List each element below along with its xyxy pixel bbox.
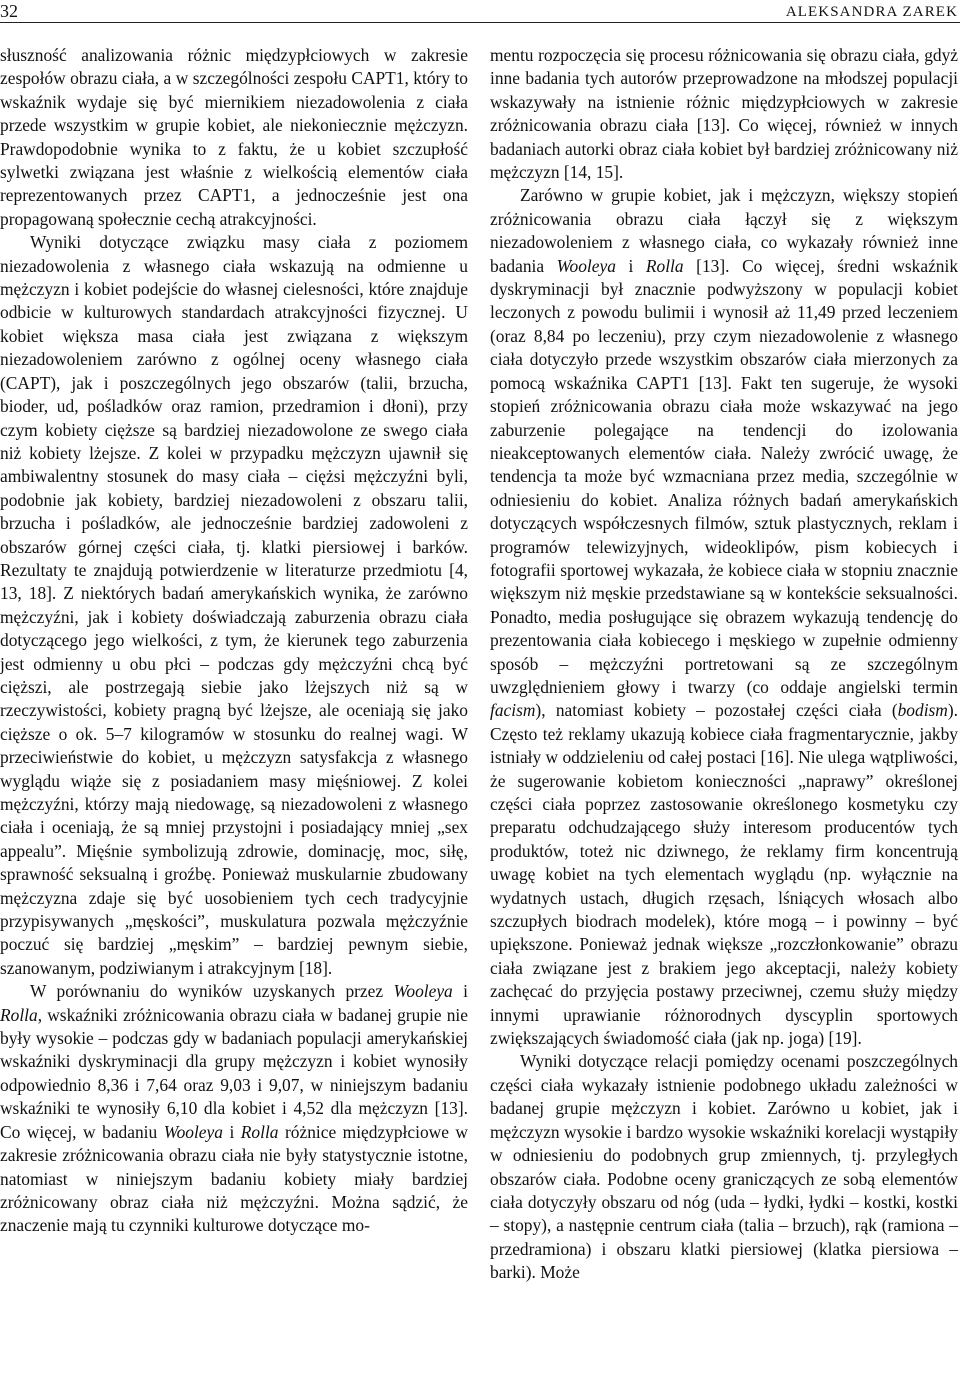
- paragraph: [490, 1050, 958, 1284]
- paragraph: [490, 184, 958, 1050]
- italic-text: facism: [490, 700, 536, 721]
- text-run: Zarówno w grupie kobiet, jak i mężczyzn, większy stopień zróżnicowania obrazu ciała łączył się z większym niezadowoleniem z własnego ciała, co wykazały również inne badania: [490, 185, 958, 276]
- running-head-author: ALEKSANDRA ZAREK: [785, 4, 958, 20]
- text-run: słuszność analizowania różnic międzypłciowych w zakresie zespołów obrazu ciała, a w szczególności zespołu CAPT1, który to wskaźnik wydaje się być miernikiem niezadowolenia z ciała przede wszystkim w grupie kobiet, ale niekoniecznie mężczyzn. Prawdopodobnie wynika to z faktu, że u kobiet szczupłość sylwetki związana jest właśnie z wielkością elementów ciała reprezentowanych przez CAPT1, a jednocześnie jest ona propagowaną społecznie cechą atrakcyjności.: [0, 45, 468, 229]
- left-column: [0, 44, 468, 1238]
- page-header: [0, 0, 960, 24]
- paragraph: [490, 44, 958, 184]
- text-run: i: [222, 1121, 241, 1142]
- italic-text: Rolla: [645, 255, 684, 276]
- text-run: różnice międzypłciowe w zakresie zróżnicowania obrazu ciała nie były statystycznie istotne, natomiast w niniejszym badaniu kobiety miały bardziej zróżnicowany obraz ciała niż mężczyźni. Można sądzić, że znaczenie mają tu czynniki kulturowe dotyczące mo-: [0, 1121, 468, 1236]
- text-run: Wyniki dotyczące relacji pomiędzy ocenami poszczególnych części ciała wykazały istnienie podobnego układu zależności w badanej grupie mężczyzn i kobiet. Zarówno u kobiet, jak i mężczyzn wysokie i bardzo wysokie wskaźniki korelacji wystąpiły w odniesieniu do podobnych grup zmiennych, tj. przyległych obszarów ciała. Podobne oceny graniczących ze sobą elementów ciała dotyczyły obszaru od nóg (uda – łydki, łydki – kostki, kostki – stopy), a następnie centrum ciała (talia – brzuch), rąk (ramiona – przedramiona) i obszaru klatki piersiowej (klatka piersiowa – barki). Może: [490, 1051, 958, 1283]
- italic-text: Rolla: [0, 1004, 38, 1025]
- paragraph: [0, 44, 468, 231]
- text-run: i: [615, 255, 646, 276]
- text-run: mentu rozpoczęcia się procesu różnicowania się obrazu ciała, gdyż inne badania tych autorów przeprowadzone na młodszej populacji wskazywały na istnienie różnic międzypłciowych w zakresie zróżnicowania obrazu ciała [13]. Co więcej, również w innych badaniach autorki obraz ciała kobiet był bardziej zróżnicowany niż mężczyzn [14, 15].: [490, 45, 958, 183]
- text-run: [13]. Co więcej, średni wskaźnik dyskryminacji był znacznie podwyższony w populacji kobiet leczonych z powodu bulimii i wynosił aż 11,49 przed leczeniem (oraz 8,84 po leczeniu), przy czym niezadowolenie z własnego ciała dotyczyło przede wszystkim obszarów ciała mierzonych za pomocą wskaźnika CAPT1 [13]. Fakt ten sugeruje, że wysoki stopień zróżnicowania obrazu ciała może wskazywać na jego zaburzenie polegające na tendencji do izolowania nieakceptowanych elementów ciała. Należy zwrócić uwagę, że tendencja ta może być wzmacniana przez media, szczególnie w odniesieniu do kobiet. Analiza różnych badań amerykańskich dotyczących współczesnych filmów, sztuk plastycznych, reklam i programów telewizyjnych, wideoklipów, pism kobiecych i fotografii sportowej wykazała, że kobiece ciała w stopniu znacznie większym niż męskie przedstawiane są w kontekście seksualności. Ponadto, media posługujące się obrazem wykazują tendencję do prezentowania ciała kobiecego i męskiego w zupełnie odmienny sposób – mężczyźni portretowani są ze szczególnym uwzględnieniem głowy i twarzy (co oddaje angielski termin: [490, 255, 959, 697]
- header-rule: [0, 22, 960, 23]
- text-run: ). Często też reklamy ukazują kobiece ciała fragmentarycznie, jakby istniały w oddzieleniu od całej postaci [16]. Nie ulega wątpliwości, że sugerowanie kobietom konieczności „naprawy” określonej części ciała poprzez zastosowanie określonego kosmetyku czy preparatu odchudzającego służy interesom producentów tych produktów, toteż nic dziwnego, że reklamy firm koncentrują uwagę kobiet na tych elementach wyglądu (np. wyłącznie na wydatnych ustach, długich rzęsach, lśniących włosach albo szczupłych biodrach modelek), które mogą – i powinny – być upiększone. Ponieważ jednak większe „rozczłonkowanie” obrazu ciała związane jest z brakiem jego akceptacji, należy kobiety zachęcać do przyjęcia postawy przeciwnej, czemu służy między innymi uprawianie różnorodnych dyscyplin sportowych zwiększających świadomość ciała (jak np. joga) [19].: [490, 700, 958, 1049]
- text-run: W porównaniu do wyników uzyskanych przez: [30, 981, 394, 1002]
- text-run: , wskaźniki zróżnicowania obrazu ciała w badanej grupie nie były wysokie – podczas gdy w badaniach populacji amerykańskiej wskaźniki dyskryminacji dla grupy mężczyzn i kobiet wynosiły odpowiednio 8,36 i 7,64 oraz 9,03 i 9,07, w niniejszym badaniu wskaźniki te wynosiły 6,10 dla kobiet i 4,52 dla mężczyzn [13]. Co więcej, w badaniu: [0, 1004, 468, 1142]
- italic-text: Wooleya: [163, 1121, 223, 1142]
- italic-text: Rolla: [240, 1121, 279, 1142]
- text-run: i: [452, 981, 468, 1002]
- text-run: Wyniki dotyczące związku masy ciała z poziomem niezadowolenia z własnego ciała wskazują na odmienne u mężczyzn i kobiet podejście do własnej cielesności, które znajduje odbicie w kulturowych standardach atrakcyjności fizycznej. U kobiet większa masa ciała jest związana z większym niezadowoleniem zarówno z ogólnej oceny własnego ciała (CAPT), jak i poszczególnych jego obszarów (talii, brzucha, bioder, ud, pośladków oraz ramion, przedramion i dłoni), przy czym kobiety cięższe są bardziej niezadowolone ze swego ciała niż kobiety lżejsze. Z kolei w przypadku mężczyzn ujawnił się ambiwalentny stosunek do masy ciała – ciężsi mężczyźni byli, podobnie jak kobiety, bardziej niezadowoleni z obszaru talii, brzucha i pośladków, ale jednocześnie bardziej zadowoleni z obszarów górnej części ciała, tj. klatki piersiowej i barków. Rezultaty te znajdują potwierdzenie w literaturze przedmiotu [4, 13, 18]. Z niektórych badań amerykańskich wynika, że zarówno mężczyźni, jak i kobiety doświadczają zaburzenia obrazu ciała dotyczącego jego wielkości, z tym, że kierunek tego zaburzenia jest odmienny u obu płci – podczas gdy mężczyźni chcą być cięższi, ale postrzegają siebie jako lżejszych niż są w rzeczywistości, kobiety pragną być lżejsze, ale oceniają się jako cięższe o ok. 5–7 kilogramów w stosunku do realnej wagi. W przeciwieństwie do kobiet, u mężczyzn satysfakcja z własnego wyglądu wiąże się z posiadaniem masy mięśniowej. Z kolei mężczyźni, którzy mają niedowagę, są niezadowoleni z własnego ciała i oceniają, że są mniej przystojni i posiadający mniej „sex appealu”. Mięśnie symbolizują zdrowie, dominację, moc, siłę, sprawność seksualną i groźbę. Ponieważ muskularnie zbudowany mężczyzna zdaje się być uosobieniem tych cech tradycyjnie przypisywanych „męskości”, muskulatura pozwala mężczyźnie poczuć się bardziej „męskim” – bardziej pewnym siebie, szanowanym, podziwianym i atrakcyjnym [18].: [0, 232, 468, 978]
- italic-text: Wooleya: [556, 255, 616, 276]
- paragraph: [0, 231, 468, 980]
- right-column: [490, 44, 958, 1285]
- italic-text: Wooleya: [393, 981, 453, 1002]
- italic-text: bodism: [897, 700, 948, 721]
- paragraph: [0, 980, 468, 1237]
- text-run: ), natomiast kobiety – pozostałej części ciała (: [535, 700, 898, 721]
- page-number: 32: [0, 1, 18, 21]
